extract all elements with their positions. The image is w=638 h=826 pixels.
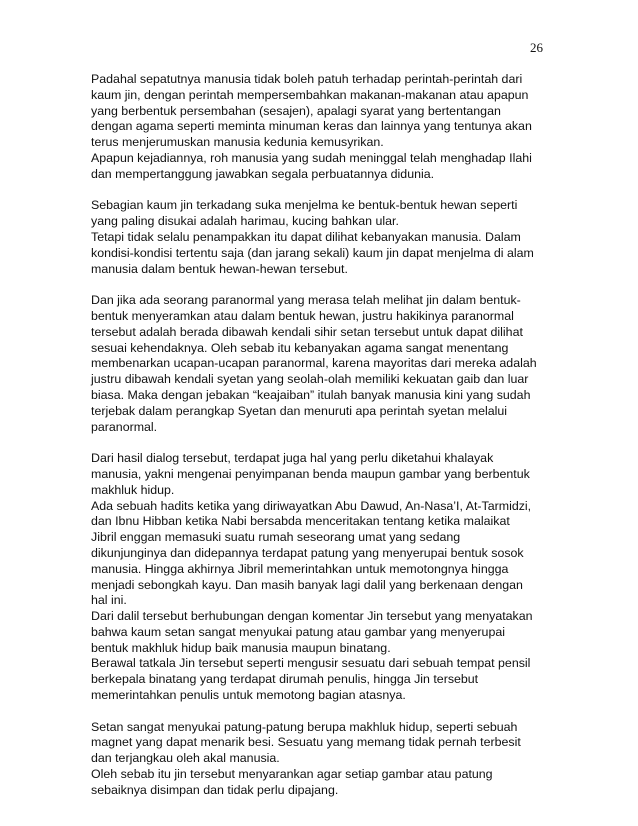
- paragraph-5: [91, 720, 543, 799]
- text-line: Jibril enggan memasuki suatu rumah seseorang umat yang sedang: [91, 530, 461, 545]
- text-line: dan terjangkau oleh akal manusia.: [91, 751, 280, 766]
- text-line: paranormal.: [91, 419, 158, 434]
- text-line: magnet yang dapat menarik besi. Sesuatu yang memang tidak pernah terbesit: [91, 735, 521, 750]
- text-line: dikunjunginya dan didepannya terdapat patung yang menyerupai bentuk sosok: [91, 545, 524, 560]
- text-line: terus menjerumuskan manusia kedunia kemusyrikan.: [91, 135, 384, 150]
- text-line: manusia, yakni mengenai penyimpanan benda maupun gambar yang berbentuk: [91, 466, 530, 481]
- text-line: biasa. Maka dengan jebakan “keajaiban” itulah banyak manusia kini yang sudah: [91, 387, 531, 402]
- page-number: 26: [530, 40, 543, 55]
- text-line: Dan jika ada seorang paranormal yang merasa telah melihat jin dalam bentuk-: [91, 293, 521, 308]
- text-line: Sebagian kaum jin terkadang suka menjelma ke bentuk-bentuk hewan seperti: [91, 198, 518, 213]
- text-line: memerintahkan penulis untuk memotong bagian atasnya.: [91, 688, 406, 703]
- text-line: Tetapi tidak selalu penampakkan itu dapat dilihat kebanyakan manusia. Dalam: [91, 229, 521, 244]
- text-line: bentuk menyeramkan atau dalam bentuk hewan, justru hakikinya paranormal: [91, 308, 514, 323]
- text-line: yang berbentuk persembahan (sesajen), apalagi syarat yang bertentangan: [91, 103, 501, 118]
- text-line: Setan sangat menyukai patung-patung berupa makhluk hidup, seperti sebuah: [91, 719, 518, 734]
- text-line: Oleh sebab itu jin tersebut menyarankan agar setiap gambar atau patung: [91, 767, 493, 782]
- text-line: hal ini.: [91, 593, 127, 608]
- text-line: manusia. Hingga akhirnya Jibril memerintahkan untuk memotongnya hingga: [91, 561, 509, 576]
- text-line: kondisi-kondisi tertentu saja (dan jarang sekali) kaum jin dapat menjelma di alam: [91, 245, 534, 260]
- text-line: menjadi sebongkah kayu. Dan masih banyak lagi dalil yang berkenaan dengan: [91, 577, 523, 592]
- paragraph-4: [91, 451, 543, 704]
- text-line: manusia dalam bentuk hewan-hewan tersebut.: [91, 261, 348, 276]
- text-line: Ada sebuah hadits ketika yang diriwayatkan Abu Dawud, An-Nasa’I, At-Tarmidzi,: [91, 498, 532, 513]
- text-line: dan Ibnu Hibban ketika Nabi bersabda menceritakan tentang ketika malaikat: [91, 514, 510, 529]
- text-line: Apapun kejadiannya, roh manusia yang sudah meninggal telah menghadap Ilahi: [91, 150, 532, 165]
- text-line: sesuai kehendaknya. Oleh sebab itu kebanyakan agama sangat menentang: [91, 340, 509, 355]
- text-line: bahwa kaum setan sangat menyukai patung atau gambar yang menyerupai: [91, 624, 505, 639]
- text-line: bentuk makhluk hidup baik manusia maupun binatang.: [91, 640, 391, 655]
- text-line: tersebut adalah berada dibawah kendali sihir setan tersebut untuk dapat dilihat: [91, 324, 523, 339]
- body-text: [91, 72, 543, 814]
- text-line: Berawal tatkala Jin tersebut seperti mengusir sesuatu dari sebuah tempat pensil: [91, 656, 531, 671]
- text-line: terjebak dalam perangkap Syetan dan menuruti apa perintah syetan melalui: [91, 403, 508, 418]
- text-line: Dari dalil tersebut berhubungan dengan komentar Jin tersebut yang menyatakan: [91, 609, 533, 624]
- text-line: berkepala binatang yang terdapat dirumah penulis, hingga Jin tersebut: [91, 672, 479, 687]
- text-line: membenarkan ucapan-ucapan paranormal, karena mayoritas dari mereka adalah: [91, 356, 537, 371]
- paragraph-2: [91, 198, 543, 277]
- text-line: makhluk hidup.: [91, 482, 175, 497]
- text-line: justru dibawah kendali syetan yang seolah-olah memiliki kekuatan gaib dan luar: [91, 372, 529, 387]
- paragraph-3: [91, 293, 543, 435]
- text-line: kaum jin, dengan perintah mempersembahkan makanan-makanan atau apapun: [91, 87, 529, 102]
- text-line: yang paling disukai adalah harimau, kucing bahkan ular.: [91, 214, 399, 229]
- text-line: dengan agama seperti meminta minuman keras dan lainnya yang tentunya akan: [91, 119, 532, 134]
- text-line: Padahal sepatutnya manusia tidak boleh patuh terhadap perintah-perintah dari: [91, 72, 523, 86]
- paragraph-1: [91, 72, 543, 183]
- text-line: sebaiknya disimpan dan tidak perlu dipajang.: [91, 782, 339, 797]
- text-line: Dari hasil dialog tersebut, terdapat juga hal yang perlu diketahui khalayak: [91, 451, 494, 466]
- text-line: dan mempertanggung jawabkan segala perbuatannya didunia.: [91, 166, 435, 181]
